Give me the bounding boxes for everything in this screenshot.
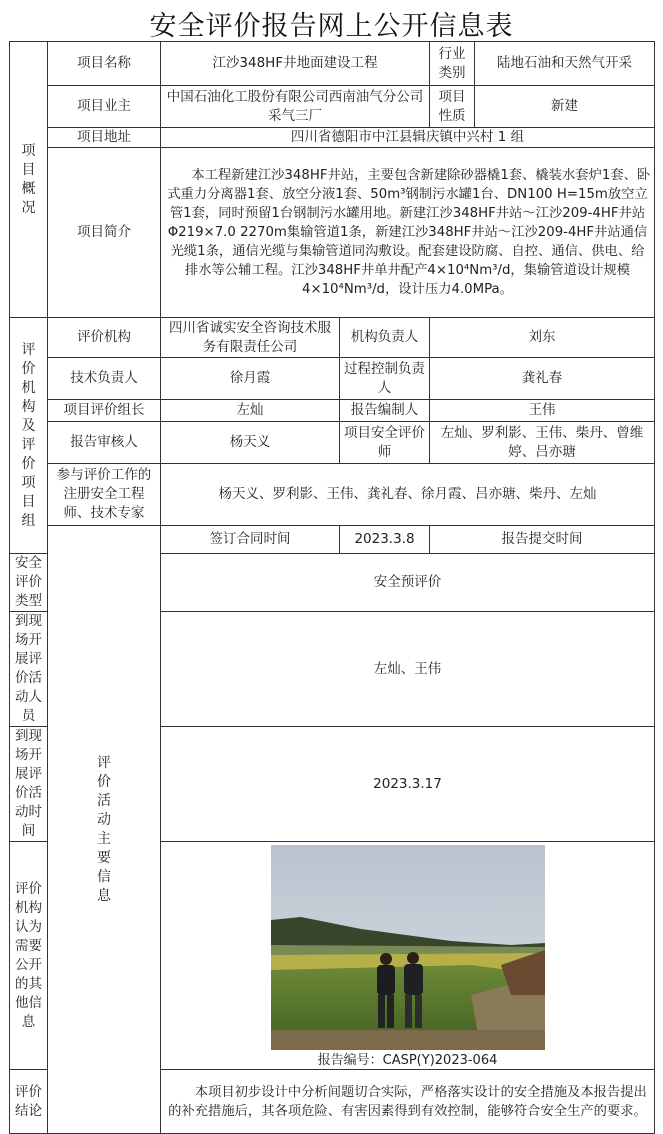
site-photo-image (271, 845, 545, 1050)
section-org: 评价机构及评价项目组 (10, 318, 48, 554)
address-label: 项目地址 (48, 128, 161, 148)
conclusion-value: 本项目初步设计中分析间题切合实际，严格落实设计的安全措施及本报告提出的补充措施后，其各项危险、有害因素得到有效控制，能够符合安全生产的要求。 (161, 1070, 655, 1134)
nature-label: 项目性质 (430, 86, 475, 128)
submit-label: 报告提交时间 (430, 526, 655, 554)
onsite-people-value: 左灿、王伟 (161, 612, 655, 727)
onsite-time-value: 2023.3.17 (161, 727, 655, 842)
leader-label: 项目评价组长 (48, 400, 161, 422)
process-label: 过程控制负责人 (340, 358, 430, 400)
tech-head-label: 技术负责人 (48, 358, 161, 400)
nature-value: 新建 (475, 86, 655, 128)
info-table (9, 41, 655, 1134)
conclusion-label: 评价结论 (10, 1070, 48, 1134)
industry-label: 行业类别 (430, 42, 475, 86)
agency-label: 评价机构 (48, 318, 161, 358)
onsite-time-label: 到现场开展评价活动时间 (10, 727, 48, 842)
section-activity: 评价活动主要信息 (48, 526, 161, 1134)
safety-eval-value: 左灿、罗利影、王伟、柴丹、曾维婷、吕亦瑭 (430, 422, 655, 464)
reviewer-label: 报告审核人 (48, 422, 161, 464)
onsite-people-label: 到现场开展评价活动人员 (10, 612, 48, 727)
type-label: 安全评价类型 (10, 554, 48, 612)
site-photo (271, 845, 545, 1050)
intro-value: 本工程新建江沙348HF井站，主要包含新建除砂器橇1套、橇装水套炉1套、卧式重力分离器1套、放空分液1套、50m³钢制污水罐1台、DN100 H=15m放空立管1套，同时预留1台钢制污水罐用地。新建江沙348HF井站～江沙209-4HF井站Φ219×7.0 2270m集输管道1条，新建江沙348HF井站～江沙209-4HF井站通信光缆1条，通信光缆与集输管道同沟敷设。配套建设防腐、自控、通信、供电、给排水等公辅工程。江沙348HF井单井配产4×10⁴Nm³/d，集输管道设计规模4×10⁴Nm³/d，设计压力4.0MPa。 (161, 148, 655, 318)
participants-label: 参与评价工作的注册安全工程师、技术专家 (48, 464, 161, 526)
type-value: 安全预评价 (161, 554, 655, 612)
section-overview: 项目概况 (10, 42, 48, 318)
writer-value: 王伟 (430, 400, 655, 422)
writer-label: 报告编制人 (340, 400, 430, 422)
industry-value: 陆地石油和天然气开采 (475, 42, 655, 86)
other-value (161, 842, 655, 1070)
project-name: 江沙348HF井地面建设工程 (161, 42, 430, 86)
other-label: 评价机构认为需要公开的其他信息 (10, 842, 48, 1070)
address-value: 四川省德阳市中江县辑庆镇中兴村 1 组 (161, 128, 655, 148)
agency-head-label: 机构负责人 (340, 318, 430, 358)
photo-caption: 报告编号：CASP(Y)2023-064 (317, 1053, 498, 1068)
owner-value: 中国石油化工股份有限公司西南油气分公司采气三厂 (161, 86, 430, 128)
page-title: 安全评价报告网上公开信息表 (149, 11, 514, 42)
safety-eval-label: 项目安全评价师 (340, 422, 430, 464)
agency-value: 四川省诚实安全咨询技术服务有限责任公司 (161, 318, 340, 358)
contract-label: 签订合同时间 (161, 526, 340, 554)
leader-value: 左灿 (161, 400, 340, 422)
reviewer-value: 杨天义 (161, 422, 340, 464)
agency-head-value: 刘东 (430, 318, 655, 358)
tech-head-value: 徐月霞 (161, 358, 340, 400)
intro-label: 项目简介 (48, 148, 161, 318)
project-name-label: 项目名称 (48, 42, 161, 86)
process-value: 龚礼春 (430, 358, 655, 400)
contract-value: 2023.3.8 (340, 526, 430, 554)
owner-label: 项目业主 (48, 86, 161, 128)
participants-value: 杨天义、罗利影、王伟、龚礼春、徐月霞、吕亦瑭、柴丹、左灿 (161, 464, 655, 526)
